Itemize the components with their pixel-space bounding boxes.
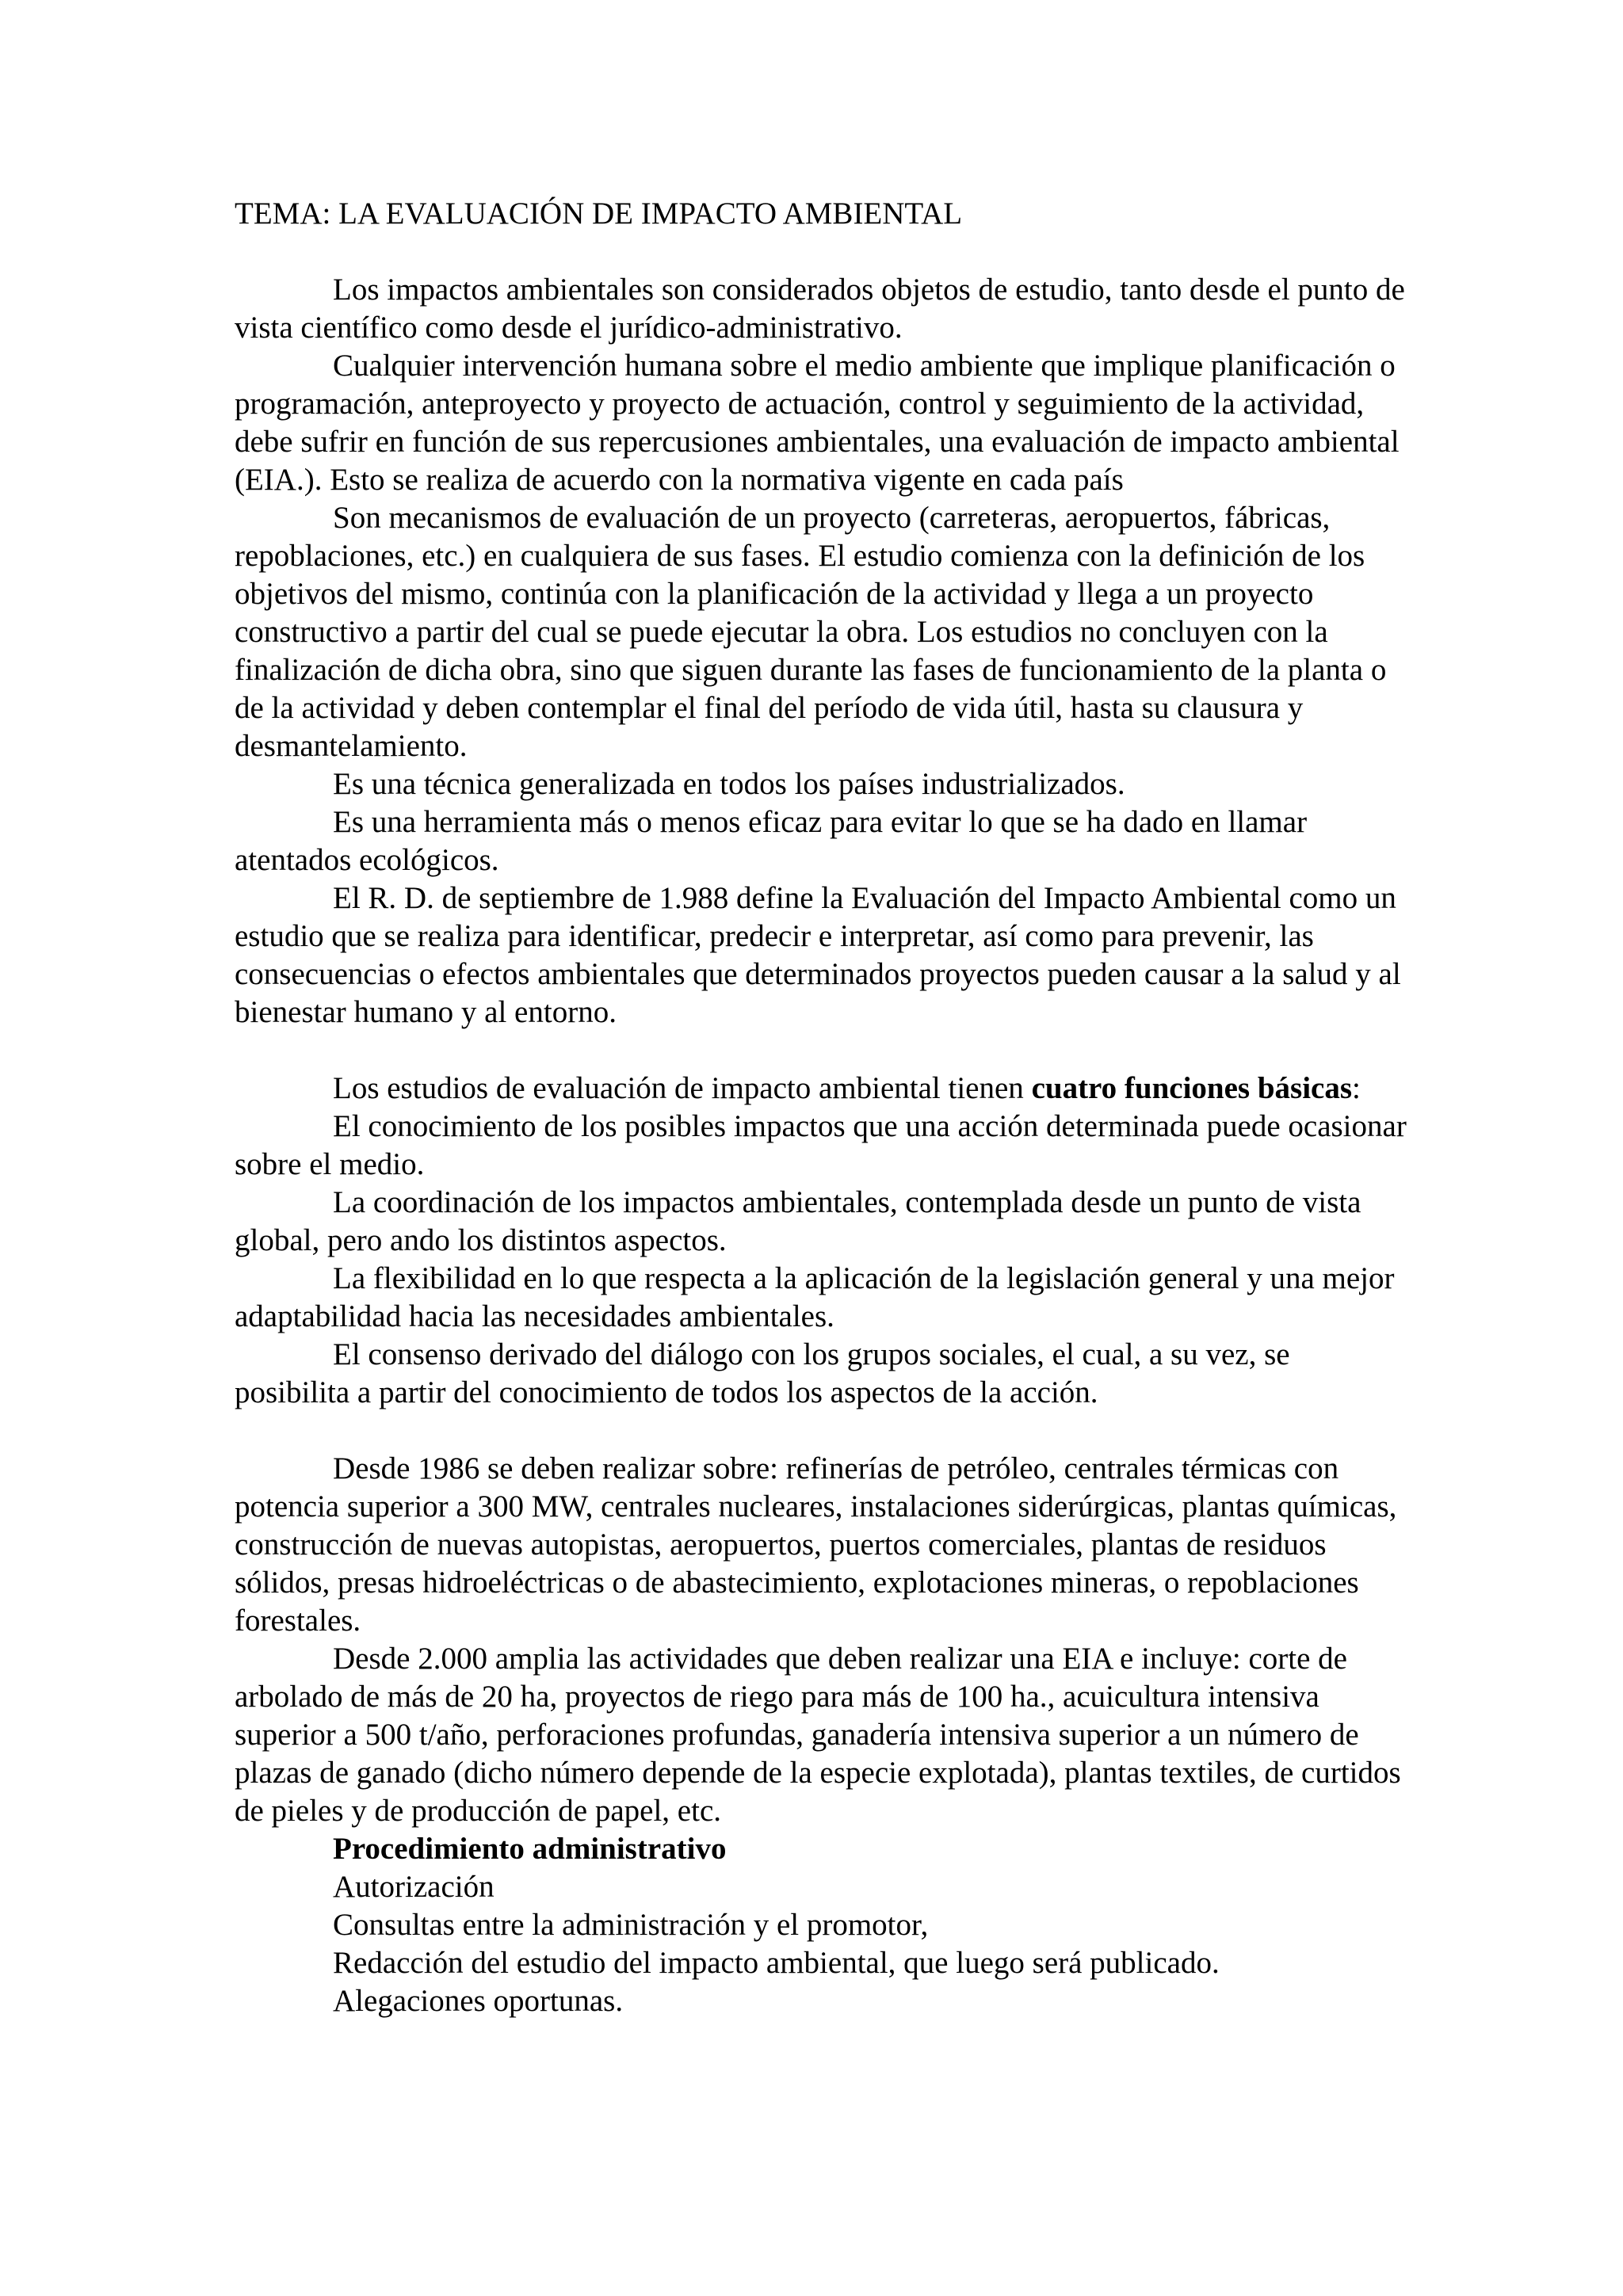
paragraph: Son mecanismos de evaluación de un proyecto (carreteras, aeropuertos, fábricas, repoblaciones, etc.) en cualquiera de sus fases. El estudio comienza con la definición de los objetivos del mismo, continúa con la planificación de la actividad y llega a un proyecto constructivo a partir del cual se puede ejecutar la obra. Los estudios no concluyen con la finalización de dicha obra, sino que siguen durante las fases de funcionamiento de la planta o de la actividad y deben contemplar el final del período de vida útil, hasta su clausura y desmantelamiento. bbox=[235, 501, 1387, 763]
paragraph: Es una herramienta más o menos eficaz para evitar lo que se ha dado en llamar atentados ecológicos. bbox=[235, 805, 1308, 877]
functions-intro-bold: cuatro funciones básicas bbox=[1031, 1071, 1353, 1105]
functions-intro-text: Los estudios de evaluación de impacto ambiental tienen bbox=[333, 1071, 1032, 1105]
procedure-heading: Procedimiento administrativo bbox=[333, 1832, 727, 1866]
paragraph: El R. D. de septiembre de 1.988 define la Evaluación del Impacto Ambiental como un estudio que se realiza para identificar, predecir e interpretar, así como para prevenir, las consecuencias o efectos ambientales que determinados proyectos pueden causar a la salud y al bienestar humano y al entorno. bbox=[235, 881, 1401, 1029]
paragraph: Cualquier intervención humana sobre el medio ambiente que implique planificación o programación, anteproyecto y proyecto de actuación, control y seguimiento de la actividad, debe sufrir en función de sus repercusiones ambientales, una evaluación de impacto ambiental (EIA.). Esto se realiza de acuerdo con la normativa vigente en cada país bbox=[235, 349, 1400, 497]
document-title: TEMA: LA EVALUACIÓN DE IMPACTO AMBIENTAL bbox=[235, 196, 963, 231]
function-item: El conocimiento de los posibles impactos que una acción determinada puede ocasionar sobre el medio. bbox=[235, 1109, 1407, 1181]
paragraph-gap bbox=[235, 1032, 1407, 1070]
paragraph: Desde 2.000 amplia las actividades que deben realizar una EIA e incluye: corte de arbolado de más de 20 ha, proyectos de riego para más de 100 ha., acuicultura intensiva superior a 500 t/año, perforaciones profundas, ganadería intensiva superior a un número de plazas de ganado (dicho número depende de la especie explotada), plantas textiles, de curtidos de pieles y de producción de papel, etc. bbox=[235, 1642, 1401, 1828]
procedure-step: Autorización bbox=[333, 1870, 495, 1904]
function-item: El consenso derivado del diálogo con los grupos sociales, el cual, a su vez, se posibilita a partir del conocimiento de todos los aspectos de la acción. bbox=[235, 1337, 1290, 1409]
document-body bbox=[235, 195, 1407, 2020]
function-item: La flexibilidad en lo que respecta a la aplicación de la legislación general y una mejor adaptabilidad hacia las necesidades ambientales. bbox=[235, 1261, 1395, 1333]
procedure-step: Redacción del estudio del impacto ambiental, que luego será publicado. bbox=[333, 1946, 1220, 1980]
paragraph: Los impactos ambientales son considerados objetos de estudio, tanto desde el punto de vista científico como desde el jurídico-administrativo. bbox=[235, 273, 1405, 345]
function-item: La coordinación de los impactos ambientales, contemplada desde un punto de vista global, pero ando los distintos aspectos. bbox=[235, 1185, 1361, 1257]
procedure-step: Consultas entre la administración y el promotor, bbox=[333, 1908, 929, 1942]
functions-intro bbox=[235, 1070, 1407, 1108]
paragraph: Es una técnica generalizada en todos los países industrializados. bbox=[333, 767, 1125, 801]
paragraph: Desde 1986 se deben realizar sobre: refinerías de petróleo, centrales térmicas con potencia superior a 300 MW, centrales nucleares, instalaciones siderúrgicas, plantas químicas, construcción de nuevas autopistas, aeropuertos, puertos comerciales, plantas de residuos sólidos, presas hidroeléctricas o de abastecimiento, explotaciones mineras, o repoblaciones forestales. bbox=[235, 1451, 1397, 1638]
functions-intro-colon: : bbox=[1352, 1071, 1361, 1105]
paragraph-gap bbox=[235, 1412, 1407, 1450]
procedure-step: Alegaciones oportunas. bbox=[333, 1984, 624, 2018]
